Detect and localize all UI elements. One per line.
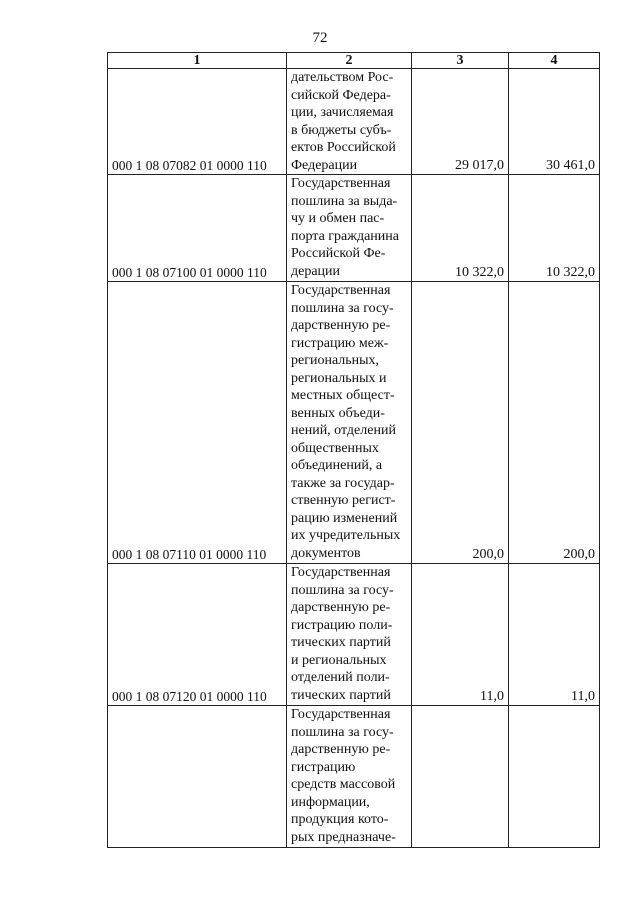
income-name-line: дательством Рос- [291,70,394,85]
income-name-line: пошлина за госу- [291,582,394,598]
income-name-line: также за государ- [291,475,395,491]
budget-code: 000 1 08 07082 01 0000 110 [108,69,287,175]
income-name-line: объединений, а [291,458,383,473]
column-header-4: 4 [509,53,600,69]
amount-col-3: 200,0 [412,282,509,564]
income-name-line: гистрацию [291,759,356,775]
budget-code: 000 1 08 07110 01 0000 110 [108,282,287,564]
income-name [287,282,412,564]
income-name [287,175,412,282]
income-name-line: пошлина за госу- [291,300,394,316]
table-header [108,53,600,69]
table-row [108,175,600,282]
income-name-line: местных общест- [291,388,395,403]
budget-code: 000 1 08 07120 01 0000 110 [108,564,287,706]
column-header-1: 1 [108,53,287,69]
income-name [287,69,412,175]
income-name-line: пошлина за госу- [291,724,394,740]
income-name-line: Государственная [291,283,391,298]
income-name-line: Российской Фе- [291,246,386,261]
column-header-2: 2 [287,53,412,69]
income-name-line: пошлина за выда- [291,193,398,209]
income-name-line: рых предназначе- [291,829,396,845]
income-name-line: ектов Российской [291,140,396,155]
header-row [108,53,600,69]
income-name-line: рацию изменений [291,510,398,526]
table-row [108,69,600,175]
income-name-line: дерации [291,263,341,279]
income-name [287,706,412,848]
income-name-line: дарственную ре- [291,318,391,333]
table-row [108,282,600,564]
income-name-line: венных объеди- [291,405,385,421]
amount-col-4: 30 461,0 [509,69,600,175]
income-name-line: их учредительных [291,528,401,543]
amount-col-4: 200,0 [509,282,600,564]
income-name-line: порта гражданина [291,228,399,244]
amount-col-4 [509,706,600,848]
budget-code [108,706,287,848]
income-name-line: Государственная [291,565,391,580]
income-name-line: тических партий [291,687,391,703]
income-name-line: гистрацию меж- [291,335,389,351]
income-name-line: чу и обмен пас- [291,211,385,226]
income-name-line: дарственную ре- [291,600,391,615]
amount-col-3 [412,706,509,848]
income-name-line: нений, отделений [291,423,396,438]
income-name-line: тических партий [291,635,391,650]
income-name-line: и региональных [291,652,387,668]
income-name [287,564,412,706]
income-name-line: ственную регист- [291,493,396,508]
income-name-line: региональных, [291,353,380,368]
income-name-line: общественных [291,440,379,456]
income-name-line: продукция кото- [291,812,389,827]
income-name-line: средств массовой [291,777,396,792]
income-name-line: документов [291,545,361,561]
income-name-line: информации, [291,794,370,810]
amount-col-3: 29 017,0 [412,69,509,175]
income-name-line: Государственная [291,707,391,722]
amount-col-3: 10 322,0 [412,175,509,282]
table-row [108,564,600,706]
income-name-line: Федерации [291,157,358,173]
income-name-line: отделений поли- [291,670,390,685]
amount-col-4: 10 322,0 [509,175,600,282]
page-number: 72 [312,30,328,46]
budget-code: 000 1 08 07100 01 0000 110 [108,175,287,282]
amount-col-3: 11,0 [412,564,509,706]
table-row [108,706,600,848]
income-name-line: в бюджеты субъ- [291,122,392,138]
budget-table [107,52,600,848]
amount-col-4: 11,0 [509,564,600,706]
income-name-line: гистрацию поли- [291,617,393,633]
income-name-line: региональных и [291,370,387,386]
table-body [108,69,600,848]
column-header-3: 3 [412,53,509,69]
income-name-line: дарственную ре- [291,742,391,757]
income-name-line: Государственная [291,176,391,191]
income-name-line: сийской Федера- [291,87,391,103]
income-name-line: ции, зачисляемая [291,105,394,120]
